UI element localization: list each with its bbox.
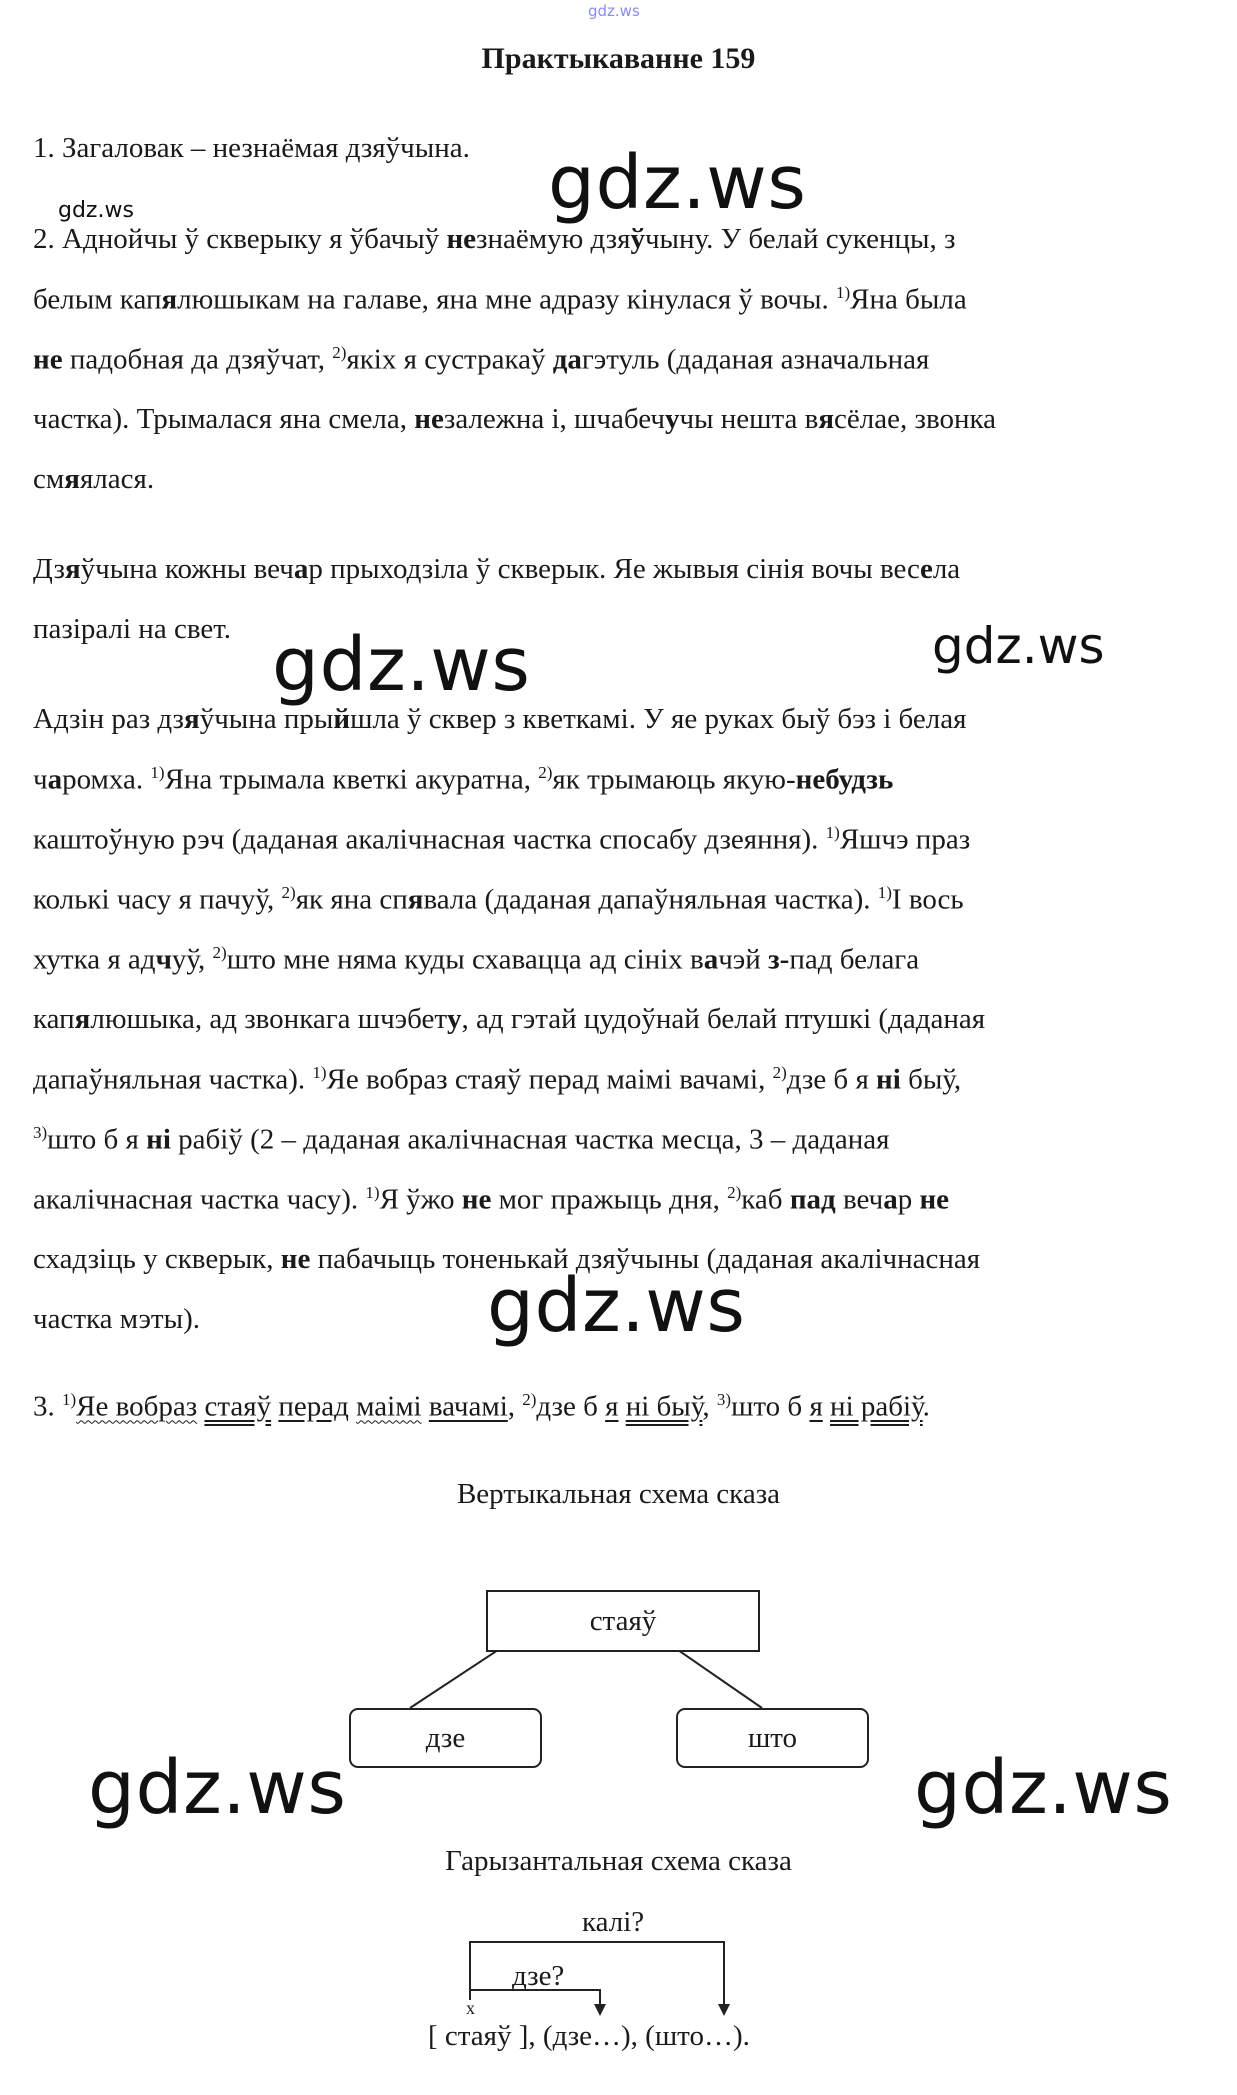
underlined-word: ні рабіў [830, 1390, 923, 1423]
underlined-word: вачамі [428, 1390, 508, 1423]
text-segment: як яна сп [295, 883, 408, 916]
text-segment: Адзін раз дз [33, 703, 184, 735]
clause-number: 1) [312, 1063, 327, 1082]
watermark-small: gdz.ws [58, 198, 134, 223]
underlined-word: ні быў [625, 1390, 703, 1423]
underlined-word: я [605, 1390, 619, 1423]
watermark-big-5: gdz.ws [914, 1745, 1173, 1831]
scheme-sub-clause-where: дзе [349, 1708, 542, 1768]
highlighted-letters: я [74, 1003, 91, 1035]
text-segment: р прыходзіла ў скверык. Яе жывыя сінія вочы вес [308, 553, 920, 585]
text-segment: , [702, 1390, 717, 1423]
text-segment: чы нешта в [679, 403, 819, 435]
clause-number: 3) [33, 1123, 48, 1142]
text-segment: каштоўную рэч (даданая акалічнасная частка спосабу дзеяння). [33, 823, 826, 856]
text-segment: колькі часу я пачуў, [33, 883, 282, 916]
highlighted-letters: не [919, 1183, 950, 1216]
highlighted-letters: не [33, 343, 63, 376]
underlined-word: маімі [356, 1390, 422, 1423]
scheme-main-clause: стаяў [486, 1590, 760, 1652]
cross-mark: x [466, 1998, 475, 2018]
text-segment: р [897, 1183, 920, 1216]
clause-number: 2) [727, 1183, 742, 1202]
highlighted-letters: я [407, 883, 424, 916]
underlined-word: перад [278, 1390, 349, 1423]
text-segment: шла ў сквер з кветкамі. У яе руках быў бэз і белая [350, 703, 967, 735]
text-segment: Дз [33, 553, 65, 585]
clause-number: 2) [772, 1063, 787, 1082]
text-segment: ялася. [79, 463, 155, 495]
highlighted-letters: не [414, 403, 444, 435]
clause-number: 2) [538, 763, 553, 782]
highlighted-letters: я [183, 703, 200, 735]
clause-number: 3) [716, 1390, 732, 1409]
highlighted-letters: пад [789, 1183, 836, 1216]
highlighted-letters: я [161, 283, 178, 316]
text-segment: схадзіць у скверык, [33, 1243, 281, 1275]
highlighted-letters: ч [155, 943, 172, 976]
watermark-top: gdz.ws [588, 2, 640, 20]
text-segment: белым кап [33, 283, 162, 316]
text-segment: Я ўжо [379, 1183, 462, 1216]
text-segment: вала (даданая дапаўняльная частка). [423, 883, 878, 916]
highlighted-letters: я [64, 553, 81, 585]
text-segment: люшыка, ад звонкага шчэбет [90, 1003, 448, 1035]
clause-number: 2) [522, 1390, 537, 1409]
underlined-word: стаяў [204, 1390, 272, 1423]
underlined-word: Яе вобраз [76, 1390, 198, 1423]
question-where: дзе? [512, 1960, 565, 1992]
item-1: 1. Загаловак – незнаёмая дзяўчына. [33, 132, 470, 164]
text-segment: залежна і, шчабеч [443, 403, 665, 435]
highlighted-letters: да [552, 343, 582, 376]
text-segment: мог пражыць дня, [491, 1183, 728, 1216]
highlighted-letters: не [461, 1183, 492, 1216]
text-segment: Яна была [850, 283, 967, 316]
clause-number: 1) [365, 1183, 380, 1202]
text-segment: частка). Трымалася яна смела, [33, 403, 415, 435]
clause-number: 1) [835, 283, 851, 302]
highlighted-letters: у [447, 1003, 462, 1035]
text-segment: пад белага [789, 943, 920, 976]
text-segment: знаёмую дзя [476, 223, 631, 255]
question-when: калі? [582, 1906, 645, 1938]
text-segment: як трымаюць якую- [552, 763, 796, 796]
text-segment: 2. Аднойчы ў скверыку я ўбачыў [33, 223, 447, 255]
scheme-formula: [ стаяў ], (дзе…), (што…). [428, 2020, 750, 2052]
text-segment: што б я [47, 1123, 147, 1156]
text-segment: , ад гэтай цудоўнай белай птушкі (даданая [461, 1003, 986, 1035]
text-segment: Яна трымала кветкі акуратна, [164, 763, 539, 796]
text-segment: см [33, 463, 65, 495]
text-segment: Яе вобраз стаяў перад маімі вачамі, [326, 1063, 773, 1096]
highlighted-letters: а [883, 1183, 898, 1216]
clause-number: 2) [281, 883, 296, 902]
scheme-sub-clause-what: што [676, 1708, 869, 1768]
underlined-word: я [809, 1390, 823, 1423]
text-segment: хутка я ад [33, 943, 156, 976]
watermark-big-3: gdz.ws [487, 1263, 746, 1349]
text-segment: чэй [718, 943, 769, 976]
text-segment: пабачыць тоненькай дзяўчыны (даданая акалічнасная [310, 1243, 981, 1275]
text-segment: якіх я сустракаў [346, 343, 553, 376]
text-segment: сёлае, звонка [834, 403, 996, 435]
text-segment: пазіралі на свет. [33, 613, 231, 645]
highlighted-letters: ні [876, 1063, 901, 1096]
text-segment: І вось [891, 883, 964, 916]
text-segment: што б [731, 1390, 810, 1423]
highlighted-letters: а [293, 553, 309, 585]
highlighted-letters: е [919, 553, 933, 585]
watermark-mid-1: gdz.ws [932, 617, 1105, 675]
watermark-big-4: gdz.ws [88, 1745, 347, 1831]
text-segment: падобная да дзяўчат, [62, 343, 333, 376]
highlighted-letters: ні [146, 1123, 171, 1156]
highlighted-letters: я [64, 463, 80, 495]
highlighted-letters: я [818, 403, 835, 435]
highlighted-letters: не [280, 1243, 311, 1275]
text-segment: чыну. У белай сукенцы, з [644, 223, 956, 255]
text-segment: Яшчэ праз [839, 823, 971, 856]
highlighted-letters: а [703, 943, 719, 976]
text-segment: гэтуль (даданая азначальная [581, 343, 930, 376]
text-segment: каб [741, 1183, 790, 1216]
watermark-big-2: gdz.ws [272, 622, 531, 708]
text-segment: ч [33, 763, 48, 796]
highlighted-letters: небудзь [795, 763, 894, 796]
text-segment: ўчына пры [199, 703, 334, 735]
text-segment: акалічнасная частка часу). [33, 1183, 366, 1216]
text-segment: частка мэты). [33, 1303, 200, 1335]
text-segment: . [922, 1390, 930, 1423]
text-segment: дзе б я [786, 1063, 877, 1096]
highlighted-letters: ў [630, 223, 645, 255]
clause-number: 1) [877, 883, 892, 902]
text-segment: дапаўняльная частка). [33, 1063, 313, 1096]
page-title: Практыкаванне 159 [481, 42, 756, 75]
watermark-big-1: gdz.ws [548, 140, 807, 226]
text-segment: веч [835, 1183, 884, 1216]
horizontal-scheme-caption: Гарызантальная схема сказа [445, 1845, 792, 1877]
text-segment: ла [932, 553, 961, 585]
text-segment: 3. [33, 1390, 62, 1423]
clause-number: 2) [332, 343, 347, 362]
clause-number: 1) [150, 763, 165, 782]
text-segment: , [507, 1390, 523, 1423]
highlighted-letters: не [446, 223, 477, 255]
text-segment: рабіў (2 – даданая акалічнасная частка месца, 3 – даданая [170, 1123, 890, 1156]
highlighted-letters: у [664, 403, 680, 435]
text-segment: быў, [900, 1063, 962, 1096]
vertical-scheme-caption: Вертыкальная схема сказа [456, 1478, 781, 1510]
text-segment: дзе б [536, 1390, 606, 1423]
highlighted-letters: й [333, 703, 351, 735]
text-segment: што мне няма куды схавацца ад сініх в [226, 943, 704, 976]
clause-number: 2) [212, 943, 227, 962]
text-segment: кап [33, 1003, 75, 1035]
clause-number: 1) [62, 1390, 77, 1409]
highlighted-letters: а [47, 763, 63, 796]
text-segment: уў, [171, 943, 213, 976]
text-segment: ромха. [62, 763, 151, 796]
text-segment: ўчына кожны веч [80, 553, 294, 585]
text-segment: люшыкам на галаве, яна мне адразу кінулася ў вочы. [177, 283, 836, 316]
highlighted-letters: з- [768, 943, 790, 976]
clause-number: 1) [825, 823, 840, 842]
